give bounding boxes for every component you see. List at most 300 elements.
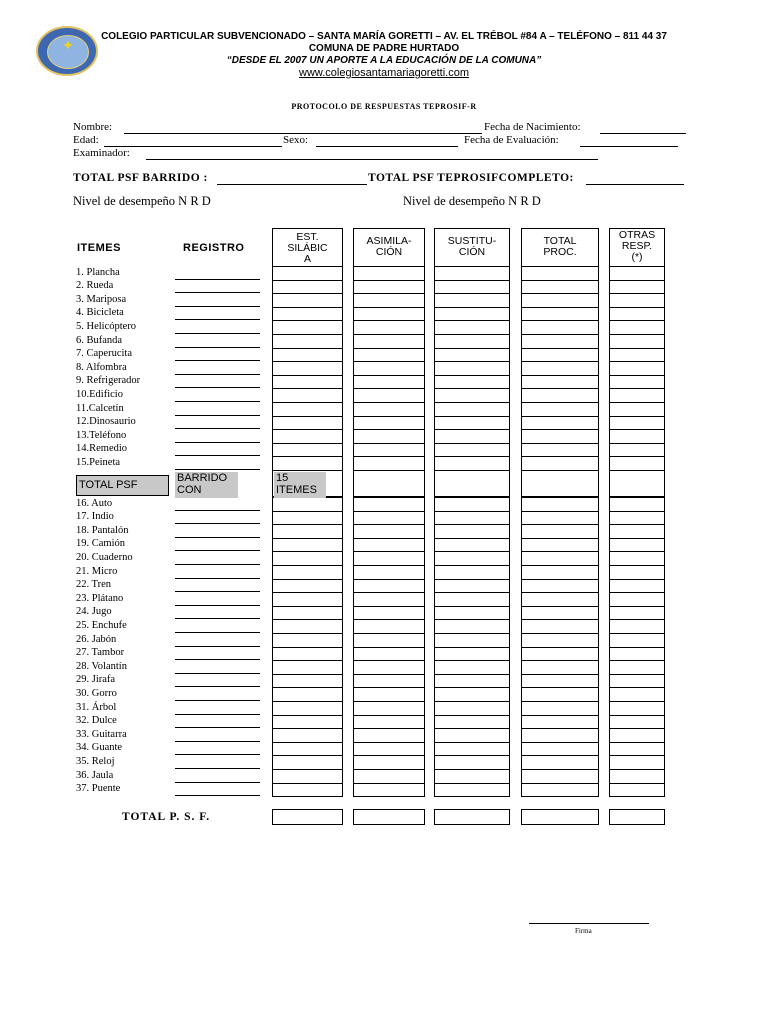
otras-cell-b-0[interactable] — [609, 497, 665, 512]
est-cell-b-20[interactable] — [272, 769, 343, 784]
sust-cell-a-0[interactable] — [434, 266, 510, 281]
examinador-label: Examinador: — [73, 147, 130, 159]
asim-cell-b-3[interactable] — [353, 538, 425, 553]
proc-cell-b-4[interactable] — [521, 551, 599, 566]
est-cell-b-5[interactable] — [272, 565, 343, 580]
proc-cell-b-11[interactable] — [521, 647, 599, 662]
asim-cell-b-13[interactable] — [353, 674, 425, 689]
est-cell-b-1[interactable] — [272, 511, 343, 526]
proc-cell-a-1[interactable] — [521, 280, 599, 295]
sust-cell-b-10[interactable] — [434, 633, 510, 648]
item-label: 34. Guante — [76, 742, 123, 754]
item-label: 11.Calcetín — [76, 402, 124, 414]
est-cell-a-10[interactable] — [272, 402, 343, 417]
sust-cell-b-20[interactable] — [434, 769, 510, 784]
quince-itemes-cell: 15 ITEMES — [274, 472, 326, 498]
registro-line-b-17[interactable] — [175, 741, 260, 742]
registro-line-b-0[interactable] — [175, 510, 260, 511]
est-cell-a-9[interactable] — [272, 388, 343, 403]
proc-cell-b-1[interactable] — [521, 511, 599, 526]
item-label: 12.Dinosaurio — [76, 416, 136, 428]
asim-cell-b-4[interactable] — [353, 551, 425, 566]
nivel-right: Nivel de desempeño N R D — [403, 194, 541, 208]
asim-cell-a-4[interactable] — [353, 320, 425, 335]
sust-cell-a-2[interactable] — [434, 293, 510, 308]
registro-line-a-14[interactable] — [175, 469, 260, 470]
proc-cell-a-14[interactable] — [521, 456, 599, 471]
header-line2: COMUNA DE PADRE HURTADO — [308, 43, 460, 54]
otras-cell-b-8[interactable] — [609, 606, 665, 621]
sust-cell-a-12[interactable] — [434, 429, 510, 444]
est-cell-b-11[interactable] — [272, 647, 343, 662]
otras-cell-b-10[interactable] — [609, 633, 665, 648]
sust-cell-a-10[interactable] — [434, 402, 510, 417]
proc-cell-a-10[interactable] — [521, 402, 599, 417]
sust-cell-a-11[interactable] — [434, 416, 510, 431]
proc-cell-a-3[interactable] — [521, 307, 599, 322]
asim-cell-b-2[interactable] — [353, 524, 425, 539]
registro-line-b-19[interactable] — [175, 768, 260, 769]
asim-cell-b-21[interactable] — [353, 783, 425, 798]
fecha-eval-line[interactable] — [580, 146, 678, 147]
item-label: 30. Gorro — [76, 688, 117, 699]
registro-line-a-2[interactable] — [175, 306, 260, 307]
asim-cell-b-7[interactable] — [353, 592, 425, 607]
registro-line-a-0[interactable] — [175, 279, 260, 280]
otras-cell-b-4[interactable] — [609, 551, 665, 566]
otras-cell-b-21[interactable] — [609, 783, 665, 798]
item-label: 13.Teléfono — [76, 429, 127, 441]
otras-cell-b-15[interactable] — [609, 701, 665, 716]
proc-cell-a-6[interactable] — [521, 348, 599, 363]
total-barrido-label: TOTAL PSF BARRIDO : — [73, 172, 208, 184]
est-cell-b-0[interactable] — [272, 497, 343, 512]
otras-cell-a-8[interactable] — [609, 375, 665, 390]
est-cell-b-21[interactable] — [272, 783, 343, 798]
asim-cell-b-10[interactable] — [353, 633, 425, 648]
nivel-left: Nivel de desempeño N R D — [73, 194, 211, 208]
otras-cell-a-12[interactable] — [609, 429, 665, 444]
asim-cell-a-9[interactable] — [353, 388, 425, 403]
proc-cell-b-18[interactable] — [521, 742, 599, 757]
proc-cell-a-2[interactable] — [521, 293, 599, 308]
asim-cell-a-8[interactable] — [353, 375, 425, 390]
registro-line-a-4[interactable] — [175, 333, 260, 334]
asim-cell-a-7[interactable] — [353, 361, 425, 376]
barrido-con-cell: BARRIDO CON — [175, 472, 238, 498]
item-label: 33. Guitarra — [76, 728, 127, 740]
registro-line-b-18[interactable] — [175, 754, 260, 755]
otras-cell-a-0[interactable] — [609, 266, 665, 281]
item-label: 26. Jabón — [76, 633, 117, 645]
otras-cell-a-7[interactable] — [609, 361, 665, 376]
otras-cell-b-12[interactable] — [609, 660, 665, 675]
est-cell-a-14[interactable] — [272, 456, 343, 471]
asim-cell-a-0[interactable] — [353, 266, 425, 281]
est-cell-b-12[interactable] — [272, 660, 343, 675]
otras-cell-a-5[interactable] — [609, 334, 665, 349]
proc-cell-b-21[interactable] — [521, 783, 599, 798]
est-cell-b-6[interactable] — [272, 579, 343, 594]
protocol-title: PROTOCOLO DE RESPUESTAS TEPROSIF-R — [291, 102, 477, 111]
item-label: 15.Peineta — [76, 457, 121, 468]
registro-line-b-21[interactable] — [175, 795, 260, 796]
registro-line-a-13[interactable] — [175, 455, 260, 456]
est-cell-a-11[interactable] — [272, 416, 343, 431]
sust-cell-a-13[interactable] — [434, 443, 510, 458]
est-cell-b-13[interactable] — [272, 674, 343, 689]
registro-line-a-12[interactable] — [175, 442, 260, 443]
registro-line-b-20[interactable] — [175, 782, 260, 783]
fecha-eval-label: Fecha de Evaluación: — [464, 134, 559, 146]
proc-cell-a-8[interactable] — [521, 375, 599, 390]
registro-line-b-15[interactable] — [175, 714, 260, 715]
proc-cell-b-5[interactable] — [521, 565, 599, 580]
asim-cell-a-5[interactable] — [353, 334, 425, 349]
otras-cell-a-14[interactable] — [609, 456, 665, 471]
item-label: 31. Árbol — [76, 701, 117, 713]
otras-cell-a-10[interactable] — [609, 402, 665, 417]
registro-line-b-14[interactable] — [175, 700, 260, 701]
item-label: 17. Indio — [76, 511, 114, 523]
est-cell-b-14[interactable] — [272, 687, 343, 702]
sust-cell-b-15[interactable] — [434, 701, 510, 716]
item-label: 4. Bicicleta — [76, 307, 124, 319]
est-cell-b-10[interactable] — [272, 633, 343, 648]
est-cell-a-2[interactable] — [272, 293, 343, 308]
item-label: 24. Jugo — [76, 606, 112, 618]
col-total-proc: TOTAL PROC. — [521, 228, 599, 267]
asim-cell-a-3[interactable] — [353, 307, 425, 322]
asim-cell-a-2[interactable] — [353, 293, 425, 308]
nombre-label: Nombre: — [73, 121, 113, 133]
est-cell-a-1[interactable] — [272, 280, 343, 295]
item-label: 32. Dulce — [76, 715, 117, 727]
item-label: 37. Puente — [76, 783, 121, 795]
registro-line-a-5[interactable] — [175, 347, 260, 348]
sust-cell-b-9[interactable] — [434, 619, 510, 634]
asim-cell-b-17[interactable] — [353, 728, 425, 743]
item-label: 3. Mariposa — [76, 293, 127, 305]
proc-cell-b-2[interactable] — [521, 524, 599, 539]
sust-cell-a-3[interactable] — [434, 307, 510, 322]
otras-cell-b-3[interactable] — [609, 538, 665, 553]
proc-cell-b-8[interactable] — [521, 606, 599, 621]
est-cell-b-3[interactable] — [272, 538, 343, 553]
sust-cell-b-13[interactable] — [434, 674, 510, 689]
asim-cell-b-9[interactable] — [353, 619, 425, 634]
header-url[interactable]: www.colegiosantamariagoretti.com — [299, 67, 469, 79]
proc-cell-b-16[interactable] — [521, 715, 599, 730]
sust-cell-b-17[interactable] — [434, 728, 510, 743]
sust-cell-b-16[interactable] — [434, 715, 510, 730]
registro-line-b-8[interactable] — [175, 618, 260, 619]
total-est-box[interactable] — [272, 809, 343, 825]
signature-line[interactable] — [529, 923, 649, 924]
item-label: 14.Remedio — [76, 443, 128, 455]
sust-cell-b-0[interactable] — [434, 497, 510, 512]
otras-cell-a-6[interactable] — [609, 348, 665, 363]
asim-cell-b-16[interactable] — [353, 715, 425, 730]
asim-cell-a-11[interactable] — [353, 416, 425, 431]
otras-cell-a-1[interactable] — [609, 280, 665, 295]
proc-cell-b-3[interactable] — [521, 538, 599, 553]
sust-cell-a-4[interactable] — [434, 320, 510, 335]
registro-line-b-10[interactable] — [175, 646, 260, 647]
proc-cell-a-7[interactable] — [521, 361, 599, 376]
sust-cell-a-5[interactable] — [434, 334, 510, 349]
est-cell-a-3[interactable] — [272, 307, 343, 322]
asim-cell-b-20[interactable] — [353, 769, 425, 784]
sust-cell-a-6[interactable] — [434, 348, 510, 363]
proc-cell-b-9[interactable] — [521, 619, 599, 634]
item-label: 18. Pantalón — [76, 524, 129, 536]
asim-cell-a-12[interactable] — [353, 429, 425, 444]
proc-cell-b-10[interactable] — [521, 633, 599, 648]
subtotal-otras-cell[interactable] — [609, 470, 665, 497]
registro-line-a-10[interactable] — [175, 415, 260, 416]
est-cell-a-12[interactable] — [272, 429, 343, 444]
item-label: 5. Helicóptero — [76, 321, 137, 332]
asim-cell-a-1[interactable] — [353, 280, 425, 295]
total-sust-box[interactable] — [434, 809, 510, 825]
item-label: 9. Refrigerador — [76, 375, 141, 387]
proc-cell-b-0[interactable] — [521, 497, 599, 512]
est-cell-b-19[interactable] — [272, 755, 343, 770]
proc-cell-a-4[interactable] — [521, 320, 599, 335]
est-cell-a-0[interactable] — [272, 266, 343, 281]
otras-cell-b-13[interactable] — [609, 674, 665, 689]
subtotal-sust-cell[interactable] — [434, 470, 510, 497]
item-label: 22. Tren — [76, 579, 112, 591]
registro-line-b-2[interactable] — [175, 537, 260, 538]
fecha-nac-label: Fecha de Nacimiento: — [484, 121, 581, 133]
header-line1: COLEGIO PARTICULAR SUBVENCIONADO – SANTA MARÍA GORETTI – AV. EL TRÉBOL #84 A – TELÉFONO – 811 44 37 — [101, 31, 667, 42]
est-cell-b-17[interactable] — [272, 728, 343, 743]
asim-cell-b-19[interactable] — [353, 755, 425, 770]
asim-cell-b-6[interactable] — [353, 579, 425, 594]
asim-cell-b-14[interactable] — [353, 687, 425, 702]
proc-cell-b-19[interactable] — [521, 755, 599, 770]
asim-cell-b-15[interactable] — [353, 701, 425, 716]
asim-cell-b-11[interactable] — [353, 647, 425, 662]
proc-cell-a-11[interactable] — [521, 416, 599, 431]
otras-cell-b-18[interactable] — [609, 742, 665, 757]
col-asimilacion: ASIMILA- CIÓN — [353, 228, 425, 267]
asim-cell-b-18[interactable] — [353, 742, 425, 757]
registro-line-b-6[interactable] — [175, 591, 260, 592]
registro-line-b-13[interactable] — [175, 686, 260, 687]
registro-line-b-9[interactable] — [175, 632, 260, 633]
registro-line-b-16[interactable] — [175, 727, 260, 728]
item-label: 27. Tambor — [76, 647, 125, 659]
col-registro: REGISTRO — [183, 242, 245, 254]
total-completo-label: TOTAL PSF TEPROSIFCOMPLETO: — [368, 172, 574, 184]
otras-cell-b-20[interactable] — [609, 769, 665, 784]
registro-line-a-9[interactable] — [175, 401, 260, 402]
sust-cell-a-1[interactable] — [434, 280, 510, 295]
sust-cell-b-21[interactable] — [434, 783, 510, 798]
asim-cell-a-14[interactable] — [353, 456, 425, 471]
item-label: 29. Jirafa — [76, 674, 116, 686]
proc-cell-a-12[interactable] — [521, 429, 599, 444]
sust-cell-b-14[interactable] — [434, 687, 510, 702]
asim-cell-b-12[interactable] — [353, 660, 425, 675]
est-cell-b-15[interactable] — [272, 701, 343, 716]
total-otras-box[interactable] — [609, 809, 665, 825]
col-sustitucion: SUSTITU- CIÓN — [434, 228, 510, 267]
proc-cell-a-9[interactable] — [521, 388, 599, 403]
otras-cell-b-6[interactable] — [609, 579, 665, 594]
registro-line-a-7[interactable] — [175, 374, 260, 375]
sust-cell-a-7[interactable] — [434, 361, 510, 376]
asim-cell-b-1[interactable] — [353, 511, 425, 526]
sust-cell-b-4[interactable] — [434, 551, 510, 566]
item-label: 16. Auto — [76, 497, 113, 509]
registro-line-b-5[interactable] — [175, 578, 260, 579]
registro-line-a-3[interactable] — [175, 319, 260, 320]
item-label: 21. Micro — [76, 565, 118, 577]
registro-line-a-8[interactable] — [175, 387, 260, 388]
item-label: 8. Alfombra — [76, 361, 127, 373]
otras-cell-b-19[interactable] — [609, 755, 665, 770]
est-cell-b-18[interactable] — [272, 742, 343, 757]
otras-cell-b-14[interactable] — [609, 687, 665, 702]
subtotal-asim-cell[interactable] — [353, 470, 425, 497]
otras-cell-b-2[interactable] — [609, 524, 665, 539]
est-cell-b-2[interactable] — [272, 524, 343, 539]
otras-cell-a-2[interactable] — [609, 293, 665, 308]
registro-line-b-1[interactable] — [175, 523, 260, 524]
est-cell-a-4[interactable] — [272, 320, 343, 335]
item-label: 35. Reloj — [76, 756, 115, 767]
registro-line-b-12[interactable] — [175, 673, 260, 674]
total-proc-box[interactable] — [521, 809, 599, 825]
otras-cell-b-9[interactable] — [609, 619, 665, 634]
otras-cell-b-16[interactable] — [609, 715, 665, 730]
proc-cell-b-6[interactable] — [521, 579, 599, 594]
asim-cell-a-10[interactable] — [353, 402, 425, 417]
registro-line-a-1[interactable] — [175, 292, 260, 293]
otras-cell-a-3[interactable] — [609, 307, 665, 322]
asim-cell-b-8[interactable] — [353, 606, 425, 621]
otras-cell-a-13[interactable] — [609, 443, 665, 458]
sust-cell-b-1[interactable] — [434, 511, 510, 526]
item-label: 36. Jaula — [76, 769, 114, 781]
sust-cell-b-11[interactable] — [434, 647, 510, 662]
total-asim-box[interactable] — [353, 809, 425, 825]
total-psf-barrido-cell — [76, 475, 169, 496]
sust-cell-b-6[interactable] — [434, 579, 510, 594]
otras-cell-b-1[interactable] — [609, 511, 665, 526]
sust-cell-a-8[interactable] — [434, 375, 510, 390]
est-cell-b-9[interactable] — [272, 619, 343, 634]
sust-cell-b-18[interactable] — [434, 742, 510, 757]
item-label: 2. Rueda — [76, 280, 114, 292]
proc-cell-b-20[interactable] — [521, 769, 599, 784]
total-completo-line[interactable] — [586, 184, 684, 185]
asim-cell-a-6[interactable] — [353, 348, 425, 363]
item-label: 7. Caperucita — [76, 348, 132, 360]
est-cell-b-7[interactable] — [272, 592, 343, 607]
sust-cell-b-5[interactable] — [434, 565, 510, 580]
sust-cell-a-9[interactable] — [434, 388, 510, 403]
proc-cell-a-5[interactable] — [521, 334, 599, 349]
examinador-line[interactable] — [146, 159, 598, 160]
sexo-line[interactable] — [316, 146, 458, 147]
total-psf-label: TOTAL PSF — [79, 479, 138, 491]
sust-cell-b-7[interactable] — [434, 592, 510, 607]
proc-cell-b-12[interactable] — [521, 660, 599, 675]
asim-cell-b-5[interactable] — [353, 565, 425, 580]
registro-line-a-6[interactable] — [175, 360, 260, 361]
item-label: 20. Cuaderno — [76, 552, 133, 563]
sust-cell-b-8[interactable] — [434, 606, 510, 621]
proc-cell-b-13[interactable] — [521, 674, 599, 689]
proc-cell-b-7[interactable] — [521, 592, 599, 607]
item-label: 1. Plancha — [76, 266, 120, 278]
fecha-nac-line[interactable] — [600, 133, 686, 134]
otras-cell-b-11[interactable] — [609, 647, 665, 662]
est-cell-b-8[interactable] — [272, 606, 343, 621]
est-cell-b-4[interactable] — [272, 551, 343, 566]
est-cell-a-7[interactable] — [272, 361, 343, 376]
col-otras-resp: OTRAS RESP. (*) — [609, 228, 665, 267]
total-psf-final-label: TOTAL P. S. F. — [122, 811, 211, 823]
sexo-label: Sexo: — [283, 134, 309, 146]
registro-line-b-4[interactable] — [175, 564, 260, 565]
est-cell-a-6[interactable] — [272, 348, 343, 363]
est-cell-a-8[interactable] — [272, 375, 343, 390]
asim-cell-b-0[interactable] — [353, 497, 425, 512]
signature-label: Firma — [575, 927, 592, 935]
proc-cell-a-13[interactable] — [521, 443, 599, 458]
registro-line-b-3[interactable] — [175, 550, 260, 551]
sust-cell-b-3[interactable] — [434, 538, 510, 553]
otras-cell-b-5[interactable] — [609, 565, 665, 580]
otras-cell-a-9[interactable] — [609, 388, 665, 403]
otras-cell-a-11[interactable] — [609, 416, 665, 431]
otras-cell-a-4[interactable] — [609, 320, 665, 335]
item-label: 19. Camión — [76, 538, 125, 550]
registro-line-b-11[interactable] — [175, 659, 260, 660]
proc-cell-a-0[interactable] — [521, 266, 599, 281]
sust-cell-a-14[interactable] — [434, 456, 510, 471]
sust-cell-b-2[interactable] — [434, 524, 510, 539]
school-seal-icon: ✦ — [47, 35, 89, 69]
proc-cell-b-17[interactable] — [521, 728, 599, 743]
registro-line-b-7[interactable] — [175, 605, 260, 606]
total-barrido-line[interactable] — [217, 184, 367, 185]
col-est-silabica: EST. SILÁBIC A — [272, 228, 343, 267]
proc-cell-b-14[interactable] — [521, 687, 599, 702]
header-motto: “DESDE EL 2007 UN APORTE A LA EDUCACIÓN DE LA COMUNA” — [226, 55, 542, 66]
est-cell-b-16[interactable] — [272, 715, 343, 730]
est-cell-a-13[interactable] — [272, 443, 343, 458]
proc-cell-b-15[interactable] — [521, 701, 599, 716]
edad-line[interactable] — [104, 146, 282, 147]
asim-cell-a-13[interactable] — [353, 443, 425, 458]
edad-label: Edad: — [73, 134, 99, 146]
otras-cell-b-17[interactable] — [609, 728, 665, 743]
est-cell-a-5[interactable] — [272, 334, 343, 349]
sust-cell-b-19[interactable] — [434, 755, 510, 770]
subtotal-proc-cell[interactable] — [521, 470, 599, 497]
item-label: 28. Volantín — [76, 660, 127, 672]
otras-cell-b-7[interactable] — [609, 592, 665, 607]
registro-line-a-11[interactable] — [175, 428, 260, 429]
sust-cell-b-12[interactable] — [434, 660, 510, 675]
